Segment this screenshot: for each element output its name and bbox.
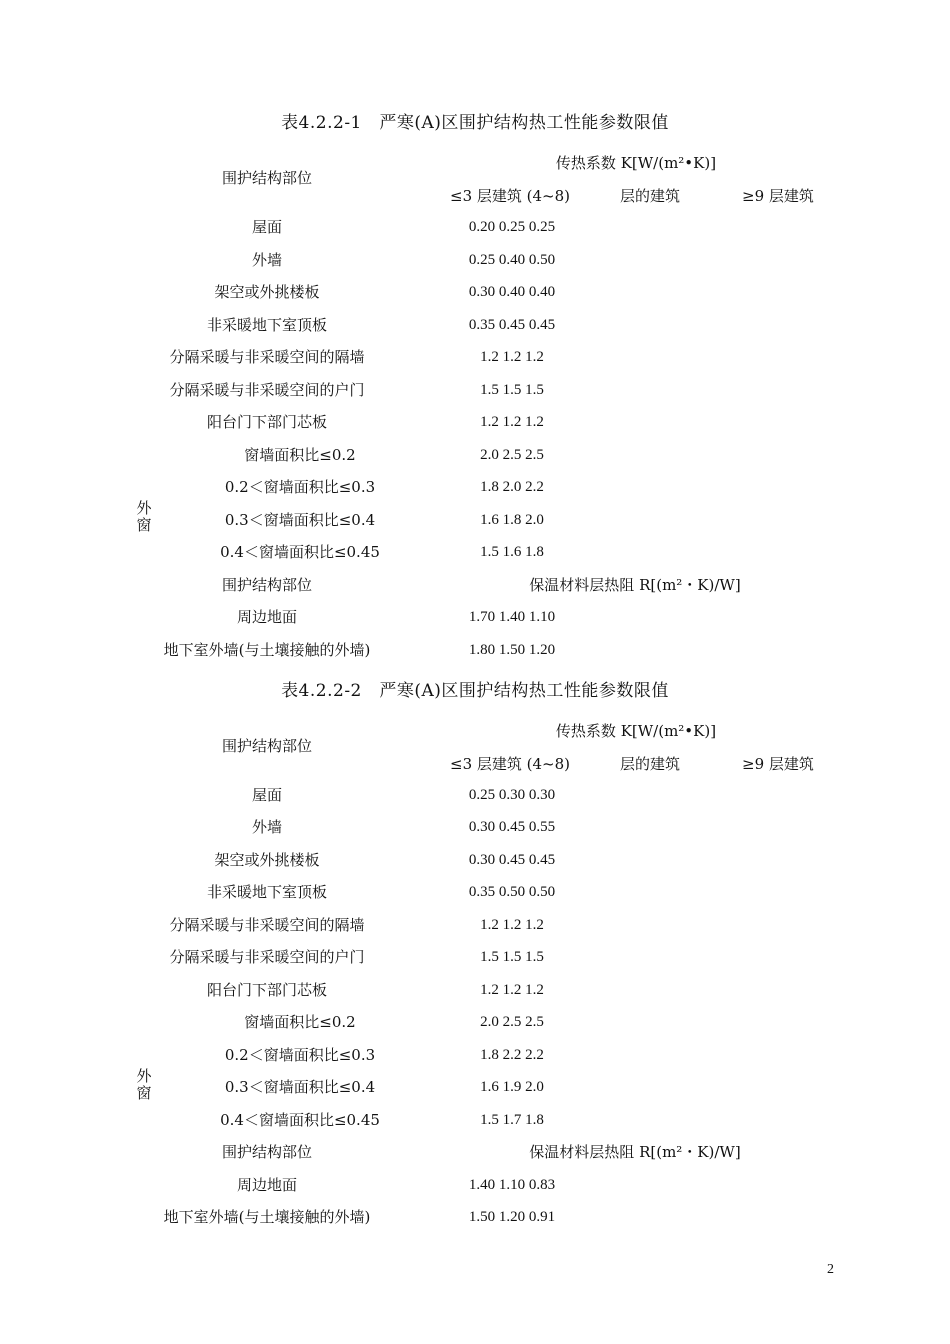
row-label: 0.3＜窗墙面积比≤0.4 [224, 511, 376, 529]
row-values: 1.5 1.6 1.8 [480, 544, 544, 560]
table-row [0, 314, 950, 346]
table-row [0, 639, 950, 671]
row-label: 非采暖地下室顶板 [206, 883, 328, 901]
table-row [0, 249, 950, 281]
row-label: 窗墙面积比≤0.2 [244, 446, 356, 464]
table-row [0, 216, 950, 248]
row-label: 架空或外挑楼板 [214, 283, 320, 301]
row-values: 2.0 2.5 2.5 [480, 1014, 544, 1030]
row-label: 地下室外墙(与土壤接触的外墙) [163, 641, 371, 659]
row-label: 窗墙面积比≤0.2 [244, 1013, 356, 1031]
row-values: 1.5 1.5 1.5 [480, 949, 544, 965]
row-label: 0.2＜窗墙面积比≤0.3 [224, 1046, 376, 1064]
row-values: 0.35 0.45 0.45 [468, 317, 556, 333]
table-r-header-row [0, 1141, 950, 1173]
table-row [0, 1044, 950, 1076]
table-1-col2-header: 层的建筑 [620, 187, 681, 205]
row-label: 非采暖地下室顶板 [206, 316, 328, 334]
row-label: 分隔采暖与非采暖空间的户门 [169, 381, 365, 399]
r-value-header: 保温材料层热阻 R[(m²・K)/W] [529, 576, 741, 594]
row-label: 外墙 [251, 818, 283, 836]
r-value-header: 保温材料层热阻 R[(m²・K)/W] [529, 1143, 741, 1161]
row-values: 1.2 1.2 1.2 [480, 917, 544, 933]
row-values: 1.40 1.10 0.83 [468, 1177, 556, 1193]
table-row [0, 541, 950, 573]
row-label: 0.2＜窗墙面积比≤0.3 [224, 478, 376, 496]
row-label: 屋面 [251, 218, 283, 236]
table-row [0, 881, 950, 913]
r-part-header: 围护结构部位 [221, 1143, 313, 1161]
page-number: 2 [827, 1262, 834, 1277]
row-values: 1.2 1.2 1.2 [480, 982, 544, 998]
table-r-header-row [0, 574, 950, 606]
table-row [0, 849, 950, 881]
table-row [0, 1174, 950, 1206]
table-row [0, 281, 950, 313]
table-1-k-header: 传热系数 K[W/(m²•K)] [555, 154, 717, 172]
table-row [0, 979, 950, 1011]
r-part-header: 围护结构部位 [221, 576, 313, 594]
row-values: 1.8 2.0 2.2 [480, 479, 544, 495]
row-values: 1.5 1.7 1.8 [480, 1112, 544, 1128]
row-label: 分隔采暖与非采暖空间的隔墙 [169, 916, 365, 934]
row-values: 0.30 0.45 0.45 [468, 852, 556, 868]
row-values: 1.2 1.2 1.2 [480, 414, 544, 430]
table-row [0, 509, 950, 541]
row-values: 1.80 1.50 1.20 [468, 642, 556, 658]
table-row [0, 1076, 950, 1108]
table-row [0, 1206, 950, 1238]
table-row [0, 1109, 950, 1141]
table-2-part-header: 围护结构部位 [221, 737, 313, 755]
table-2-title: 表4.2.2-2 严寒(A)区围护结构热工性能参数限值 [281, 681, 669, 701]
row-values: 0.30 0.40 0.40 [468, 284, 556, 300]
table-row [0, 1011, 950, 1043]
table-1-col3-header: ≥9 层建筑 [742, 187, 814, 205]
row-values: 1.50 1.20 0.91 [468, 1209, 556, 1225]
row-label: 分隔采暖与非采暖空间的隔墙 [169, 348, 365, 366]
row-label: 周边地面 [236, 608, 298, 626]
row-values: 0.25 0.40 0.50 [468, 252, 556, 268]
row-values: 1.2 1.2 1.2 [480, 349, 544, 365]
row-values: 2.0 2.5 2.5 [480, 447, 544, 463]
table-row [0, 346, 950, 378]
table-row [0, 379, 950, 411]
table-2-col2-header: 层的建筑 [620, 755, 681, 773]
row-label: 0.3＜窗墙面积比≤0.4 [224, 1078, 376, 1096]
exterior-window-group-label: 外 窗 [136, 1067, 152, 1102]
table-1-part-header: 围护结构部位 [221, 169, 313, 187]
table-1-title: 表4.2.2-1 严寒(A)区围护结构热工性能参数限值 [281, 113, 669, 133]
row-label: 周边地面 [236, 1176, 298, 1194]
row-label: 分隔采暖与非采暖空间的户门 [169, 948, 365, 966]
row-values: 1.8 2.2 2.2 [480, 1047, 544, 1063]
row-label: 屋面 [251, 786, 283, 804]
table-row [0, 606, 950, 638]
table-row [0, 444, 950, 476]
table-row [0, 476, 950, 508]
row-values: 1.70 1.40 1.10 [468, 609, 556, 625]
table-row [0, 914, 950, 946]
row-label: 外墙 [251, 251, 283, 269]
table-row [0, 816, 950, 848]
table-1-col1-header: ≤3 层建筑 (4~8) [450, 187, 571, 205]
row-label: 0.4＜窗墙面积比≤0.45 [220, 543, 380, 561]
exterior-window-group-label: 外 窗 [136, 499, 152, 534]
table-2-k-header: 传热系数 K[W/(m²•K)] [555, 722, 717, 740]
row-values: 0.30 0.45 0.55 [468, 819, 556, 835]
row-values: 0.25 0.30 0.30 [468, 787, 556, 803]
row-label: 阳台门下部门芯板 [206, 413, 328, 431]
row-values: 1.6 1.8 2.0 [480, 512, 544, 528]
row-label: 地下室外墙(与土壤接触的外墙) [163, 1208, 371, 1226]
table-2-col1-header: ≤3 层建筑 (4~8) [450, 755, 571, 773]
table-row [0, 411, 950, 443]
row-values: 0.35 0.50 0.50 [468, 884, 556, 900]
row-values: 1.5 1.5 1.5 [480, 382, 544, 398]
table-2-col3-header: ≥9 层建筑 [742, 755, 814, 773]
row-label: 0.4＜窗墙面积比≤0.45 [220, 1111, 380, 1129]
row-label: 架空或外挑楼板 [214, 851, 320, 869]
row-values: 1.6 1.9 2.0 [480, 1079, 544, 1095]
row-values: 0.20 0.25 0.25 [468, 219, 556, 235]
table-row [0, 784, 950, 816]
table-row [0, 946, 950, 978]
row-label: 阳台门下部门芯板 [206, 981, 328, 999]
